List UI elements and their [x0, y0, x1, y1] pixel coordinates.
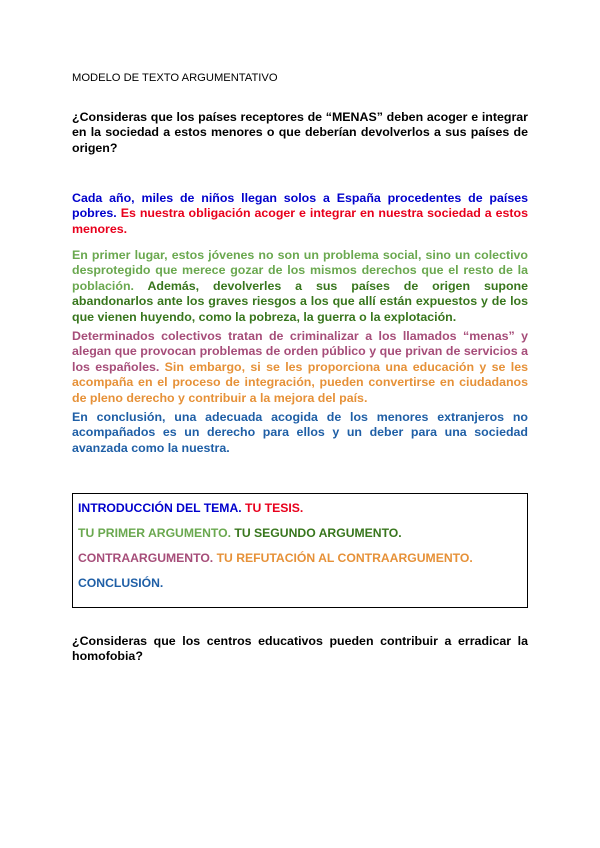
argument-2: Además, devolverles a sus países de origen supone abandonarlos ante los graves riesgos a los que allí están expuestos y de los que vienen huyendo, como la pobreza, la guerra o la explotación. [72, 278, 529, 324]
arguments-paragraph [72, 248, 528, 325]
legend-arg2: TU SEGUNDO ARGUMENTO. [234, 526, 402, 540]
document-title: MODELO DE TEXTO ARGUMENTATIVO [72, 72, 278, 84]
legend-arg1: TU PRIMER ARGUMENTO. [78, 526, 232, 540]
intro-thesis: Es nuestra obligación acoger e integrar en nuestra sociedad a estos menores. [72, 206, 529, 236]
counter-paragraph [72, 329, 528, 406]
refutation: Sin embargo, si se les proporciona una educación y se les acompaña en el proceso de integración, pueden convertirse en ciudadanos de pleno derecho y contribuir a la mejora del país. [72, 359, 528, 405]
legend-intro: INTRODUCCIÓN DEL TEMA. [78, 501, 242, 515]
question-2: ¿Consideras que los centros educativos pueden contribuir a erradicar la homofobia? [72, 634, 528, 664]
legend-refutation: TU REFUTACIÓN AL CONTRAARGUMENTO. [216, 551, 473, 565]
legend-counter: CONTRAARGUMENTO. [78, 551, 214, 565]
legend-thesis: TU TESIS. [245, 501, 304, 515]
legend-conclusion: CONCLUSIÓN. [78, 576, 164, 590]
argument-1: En primer lugar, estos jóvenes no son un problema social, sino un colectivo desprotegido que merece gozar de los mismos derechos que el resto de la población. [72, 248, 528, 293]
counter-argument: Determinados colectivos tratan de criminalizar a los llamados “menas” y alegan que provocan problemas de orden público y que privan de servicios a los españoles. [72, 329, 528, 374]
conclusion-paragraph: En conclusión, una adecuada acogida de los menores extranjeros no acompañados es un derecho para ellos y un deber para una sociedad avanzada como la nuestra. [72, 410, 528, 455]
question-1: ¿Consideras que los países receptores de “MENAS” deben acoger e integrar en la sociedad a estos menores o que deberían devolverlos a sus países de origen? [72, 110, 528, 155]
legend-row-arguments [78, 526, 402, 540]
legend-row-intro [78, 501, 303, 515]
intro-paragraph [72, 191, 528, 237]
legend-box [72, 493, 528, 608]
intro-topic: Cada año, miles de niños llegan solos a España procedentes de países pobres. [72, 191, 528, 221]
legend-row-counter [78, 551, 473, 565]
